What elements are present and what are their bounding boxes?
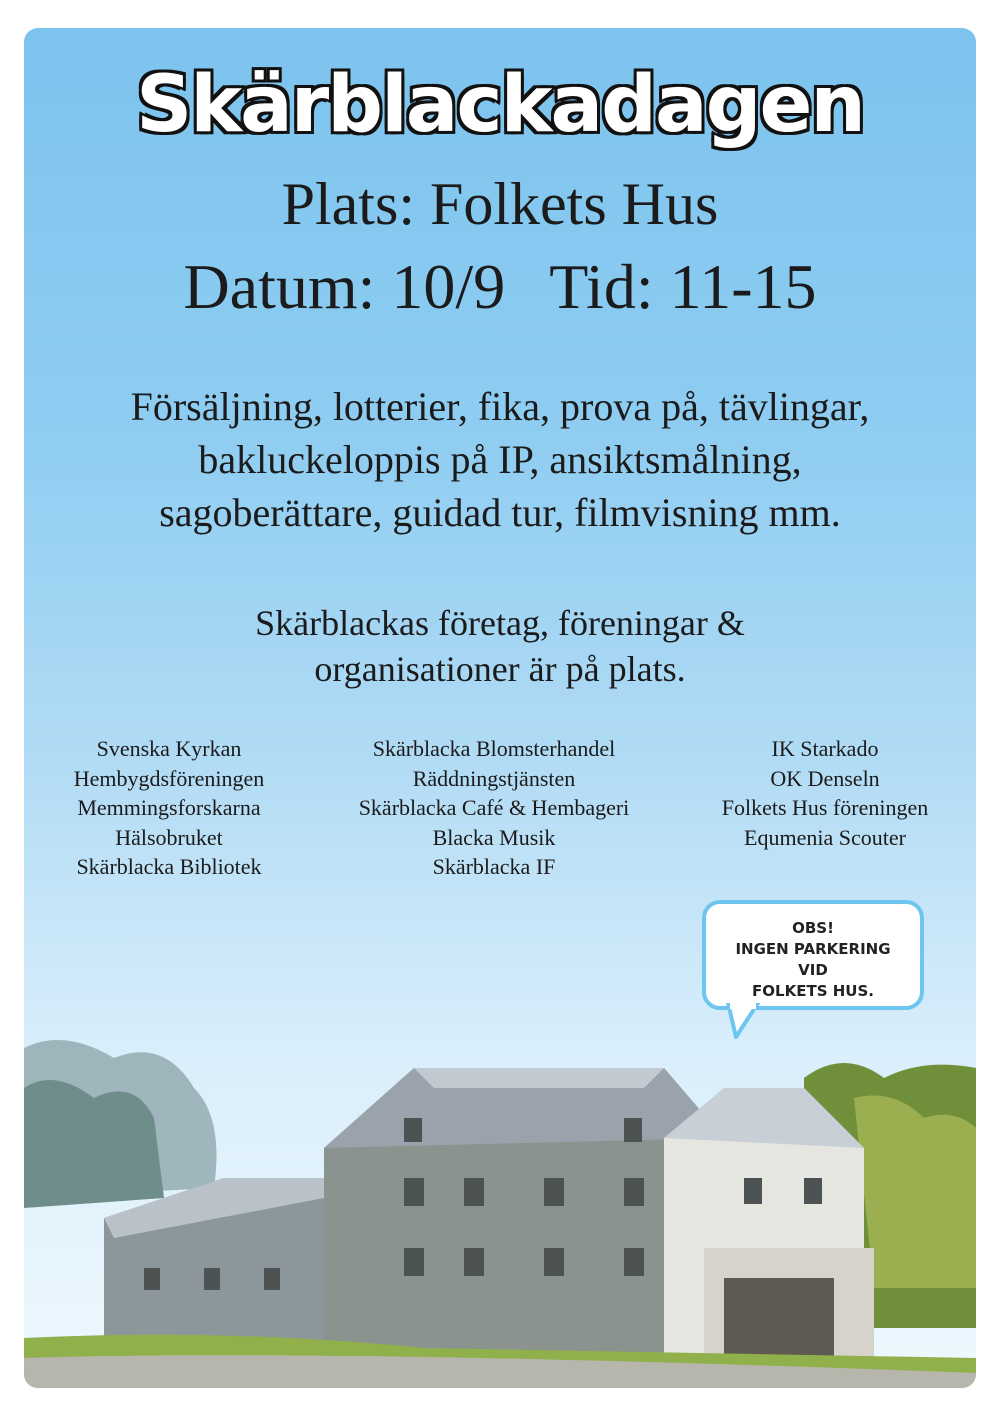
organization-name: Folkets Hus föreningen xyxy=(721,795,929,820)
poster-title: Skärblackadagen xyxy=(136,60,864,150)
location-line: Plats: Folkets Hus xyxy=(281,171,719,237)
organization-name: Skärblacka Café & Hembageri xyxy=(358,795,630,820)
activities-line: Försäljning, lotterier, fika, prova på, tävlingar, xyxy=(130,384,870,429)
intro-line: Skärblackas företag, föreningar & xyxy=(255,603,745,643)
organization-name: Svenska Kyrkan xyxy=(96,736,242,761)
organizations-column-2 xyxy=(314,734,674,882)
activities-line: sagoberättare, guidad tur, filmvisning mm. xyxy=(159,490,841,535)
poster xyxy=(24,28,976,1388)
organization-name: Hembygdsföreningen xyxy=(73,765,265,791)
notice-line: VID xyxy=(798,961,828,979)
organization-name: Hälsobruket xyxy=(115,824,223,850)
notice-line: FOLKETS HUS. xyxy=(752,982,874,1000)
organization-name: Räddningstjänsten xyxy=(412,765,576,791)
date-time-line xyxy=(24,250,976,324)
parking-notice-bubble xyxy=(702,900,924,1010)
organization-name: Skärblacka IF xyxy=(432,854,556,879)
notice-line: OBS! xyxy=(792,919,834,937)
organizations-column-1 xyxy=(24,734,314,882)
folkets-hus-illustration xyxy=(24,1028,976,1388)
intro-line: organisationer är på plats. xyxy=(314,649,686,689)
organization-name: OK Denseln xyxy=(770,765,880,791)
activities-text xyxy=(24,380,976,539)
organizations-intro xyxy=(24,600,976,692)
organization-name: Memmingsforskarna xyxy=(77,795,261,820)
organization-name: Equmenia Scouter xyxy=(744,824,906,850)
organization-name: Skärblacka Blomsterhandel xyxy=(372,736,616,761)
date-text: Datum: 10/9 xyxy=(183,251,506,322)
notice-line: INGEN PARKERING xyxy=(735,940,891,958)
organization-name: Blacka Musik xyxy=(432,824,556,850)
organizations-column-3 xyxy=(674,734,976,852)
organization-name: Skärblacka Bibliotek xyxy=(76,854,262,879)
organization-name: IK Starkado xyxy=(771,736,879,761)
activities-line: bakluckeloppis på IP, ansiktsmålning, xyxy=(198,437,802,482)
time-text: Tid: 11-15 xyxy=(549,251,817,322)
